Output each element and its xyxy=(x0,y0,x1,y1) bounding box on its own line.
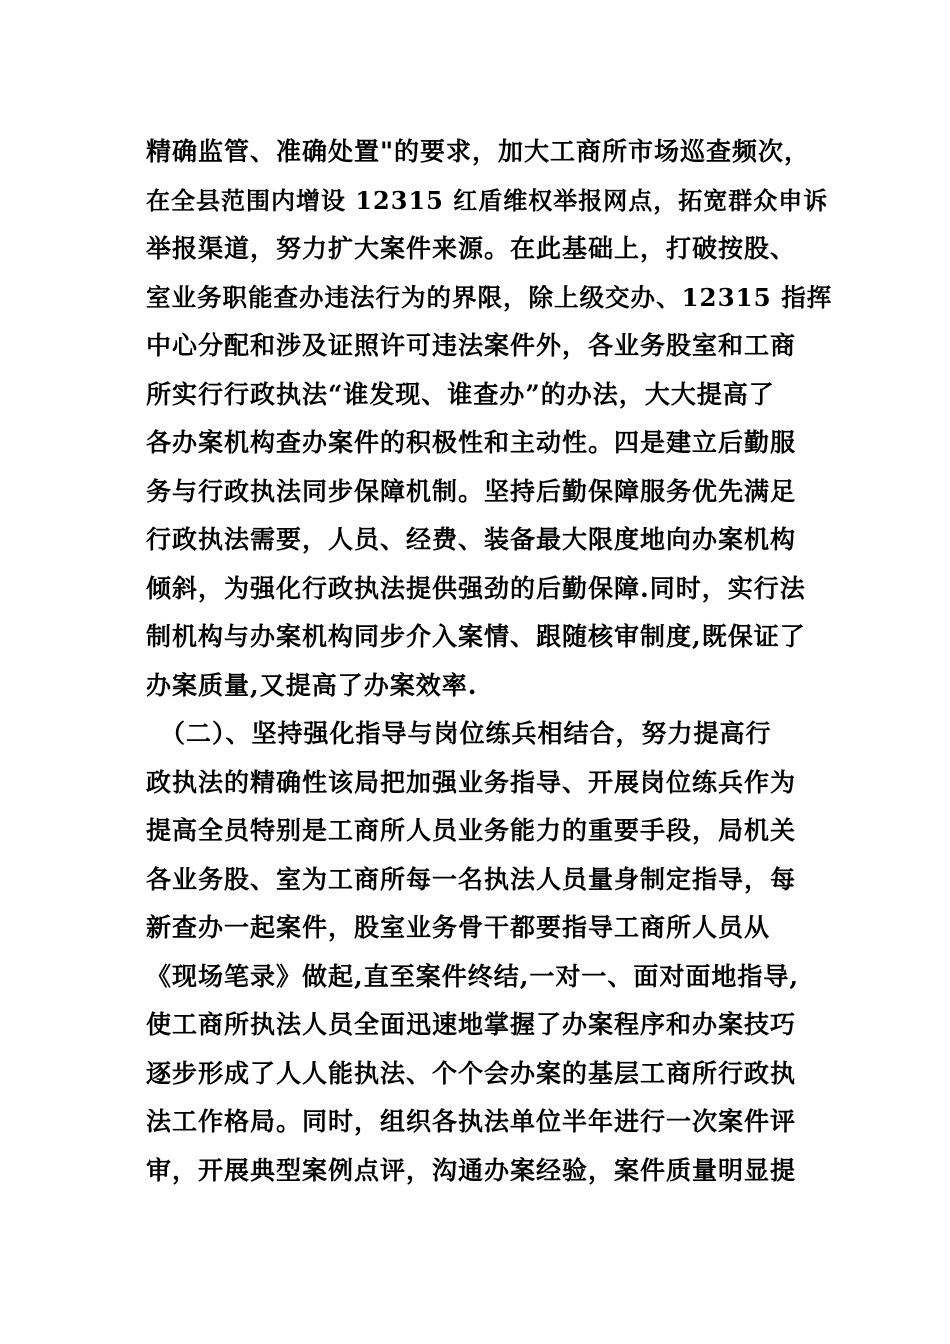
text-line: 中心分配和涉及证照许可违法案件外，各业务股室和工商 xyxy=(146,331,797,360)
text-line: 制机构与办案机构同步介入案情、跟随核审制度,既保证了 xyxy=(146,622,806,651)
text-line: 举报渠道，努力扩大案件来源。在此基础上，打破按股、 xyxy=(146,234,797,263)
text-line: 各办案机构查办案件的积极性和主动性。四是建立后勤服 xyxy=(146,428,797,457)
text-line: 各业务股、室为工商所每一名执法人员量身制定指导，每 xyxy=(146,865,797,894)
text-line: 新查办一起案件，股室业务骨干都要指导工商所人员从 xyxy=(146,913,771,942)
text-line: 逐步形成了人人能执法、个个会办案的基层工商所行政执 xyxy=(146,1059,797,1088)
text-line: 倾斜，为强化行政执法提供强劲的后勤保障.同时，实行法 xyxy=(146,574,806,603)
text-line: 使工商所执法人员全面迅速地掌握了办案程序和办案技巧 xyxy=(146,1010,797,1039)
text-line-paragraph-start: （二）、坚持强化指导与岗位练兵相结合，努力提高行 xyxy=(160,719,772,748)
text-line: 务与行政执法同步保障机制。坚持后勤保障服务优先满足 xyxy=(146,477,797,506)
text-line: 在全县范围内增设 12315 红盾维权举报网点，拓宽群众申诉 xyxy=(146,186,829,215)
text-line: 法工作格局。同时，组织各执法单位半年进行一次案件评 xyxy=(146,1107,797,1136)
text-line: 精确监管、准确处置"的要求，加大工商所市场巡查频次， xyxy=(146,137,811,166)
text-line: 审，开展典型案例点评，沟通办案经验，案件质量明显提 xyxy=(146,1156,797,1185)
text-line: 《现场笔录》做起,直至案件终结,一对一、面对面地指导, xyxy=(146,962,800,991)
text-line: 室业务职能查办违法行为的界限，除上级交办、12315 指挥 xyxy=(146,283,833,312)
text-line: 提高全员特别是工商所人员业务能力的重要手段，局机关 xyxy=(146,816,797,845)
text-line: 办案质量,又提高了办案效率. xyxy=(146,671,478,700)
text-line: 所实行行政执法“谁发现、谁查办”的办法，大大提高了 xyxy=(146,380,775,409)
text-line: 政执法的精确性该局把加强业务指导、开展岗位练兵作为 xyxy=(146,768,797,797)
text-line: 行政执法需要，人员、经费、装备最大限度地向办案机构 xyxy=(146,525,797,554)
